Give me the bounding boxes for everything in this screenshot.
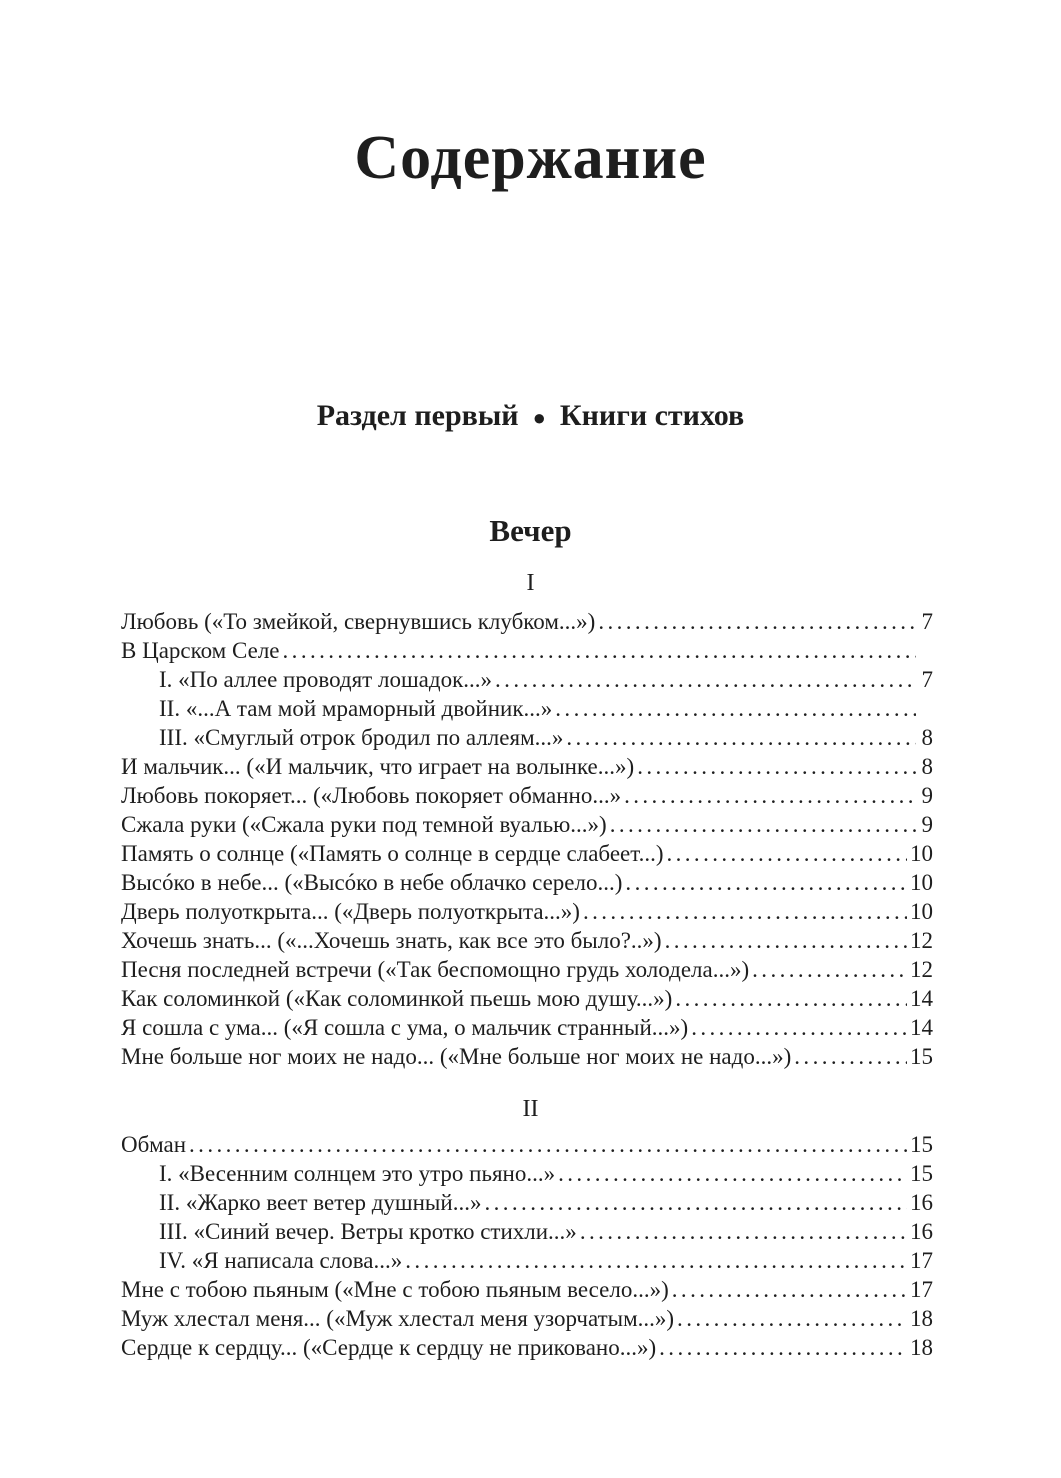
toc-entry-title: В Царском Селе: [121, 638, 280, 663]
toc-page-number: 15: [910, 1161, 933, 1186]
toc-subentry[interactable]: [121, 694, 933, 723]
dot-leader: [555, 694, 916, 723]
toc-page-number: 14: [910, 1015, 933, 1040]
toc-subentry[interactable]: [121, 1159, 933, 1188]
dot-leader: [558, 1159, 907, 1188]
toc-entry[interactable]: [121, 984, 933, 1013]
toc-page-number: 10: [910, 841, 933, 866]
toc-entry[interactable]: [121, 955, 933, 984]
toc-subentry[interactable]: [121, 723, 933, 752]
toc-entry-title: Хочешь знать... («...Хочешь знать, как все это было?..»): [121, 928, 662, 953]
toc-entry-title: III. «Смуглый отрок бродил по аллеям...»: [159, 725, 564, 750]
toc-subentry[interactable]: [121, 1246, 933, 1275]
toc-entry[interactable]: [121, 1333, 933, 1362]
toc-entry-title: Мне больше ног моих не надо... («Мне больше ног моих не надо...»): [121, 1044, 792, 1069]
toc-entry[interactable]: [121, 1130, 933, 1159]
dot-leader: [794, 1042, 907, 1071]
page-title: Содержание: [354, 124, 707, 192]
toc-entry[interactable]: [121, 752, 933, 781]
toc-page-number: 15: [910, 1132, 933, 1157]
toc-entry[interactable]: [121, 897, 933, 926]
dot-leader: [624, 781, 916, 810]
toc-page-number: 9: [921, 783, 933, 808]
toc-entry-title: II. «Жарко веет ветер душный...»: [159, 1190, 482, 1215]
dot-leader: [583, 897, 907, 926]
toc-page-number: 12: [910, 957, 933, 982]
dot-leader: [677, 1304, 907, 1333]
toc-subentry[interactable]: [121, 1188, 933, 1217]
toc-page-number: 18: [910, 1335, 933, 1360]
dot-leader: [283, 636, 916, 665]
dot-leader: [666, 839, 907, 868]
toc-page-number: 9: [921, 812, 933, 837]
toc-entry[interactable]: [121, 781, 933, 810]
toc-entry-title: Дверь полуоткрыта... («Дверь полуоткрыта...»): [121, 899, 580, 924]
toc-entry-title: Обман: [121, 1132, 187, 1157]
section-heading: [0, 396, 1061, 438]
toc-page-number: 12: [910, 928, 933, 953]
toc-entry[interactable]: [121, 810, 933, 839]
section-name: Раздел первый: [316, 399, 519, 432]
dot-leader: [672, 1275, 907, 1304]
toc-page-number: 10: [910, 870, 933, 895]
toc-page-number: 16: [910, 1190, 933, 1215]
toc-page-number: 14: [910, 986, 933, 1011]
toc-entry-title: II. «...А там мой мраморный двойник...»: [159, 696, 553, 721]
toc-entry-title: Сжала руки («Сжала руки под темной вуалью...»): [121, 812, 607, 837]
toc-page-number: 15: [910, 1044, 933, 1069]
toc-entry-title: Сердце к сердцу... («Сердце к сердцу не приковано...»): [121, 1335, 657, 1360]
toc-entry-title: И мальчик... («И мальчик, что играет на волынке...»): [121, 754, 635, 779]
dot-leader: [610, 810, 916, 839]
dot-leader: [580, 1217, 907, 1246]
toc-page-number: 16: [910, 1219, 933, 1244]
part-label-2: II: [522, 1096, 539, 1122]
toc-entry-title: Любовь покоряет... («Любовь покоряет обманно...»: [121, 783, 622, 808]
toc-entry[interactable]: [121, 636, 933, 665]
toc-page-number: 18: [910, 1306, 933, 1331]
toc-entry[interactable]: [121, 926, 933, 955]
toc-page-number: 17: [910, 1248, 933, 1273]
dot-leader: [675, 984, 907, 1013]
toc-entry[interactable]: [121, 607, 933, 636]
toc-list-part-2: [121, 1130, 933, 1362]
toc-entry[interactable]: [121, 1304, 933, 1333]
toc-entry-title: Высóко в небе... («Высóко в небе облачко серело...): [121, 870, 623, 895]
toc-subentry[interactable]: [121, 665, 933, 694]
toc-list-part-1: [121, 607, 933, 1071]
dot-leader: [495, 665, 916, 694]
toc-page-number: 10: [910, 899, 933, 924]
toc-entry-title: III. «Синий вечер. Ветры кротко стихли...»: [159, 1219, 577, 1244]
toc-entry[interactable]: [121, 1013, 933, 1042]
toc-entry-title: I. «По аллее проводят лошадок...»: [159, 667, 493, 692]
dot-leader: [637, 752, 916, 781]
dot-leader: [625, 868, 907, 897]
toc-entry[interactable]: [121, 1042, 933, 1071]
dot-leader: [566, 723, 916, 752]
dot-leader: [189, 1130, 907, 1159]
toc-entry[interactable]: [121, 1275, 933, 1304]
dot-leader: [598, 607, 916, 636]
dot-leader: [405, 1246, 907, 1275]
toc-entry-title: Как соломинкой («Как соломинкой пьешь мою душу...»): [121, 986, 673, 1011]
section-subtitle: Книги стихов: [559, 399, 745, 432]
part-label-1: I: [526, 570, 535, 596]
dot-leader: [691, 1013, 907, 1042]
bullet-separator: ●: [532, 405, 546, 431]
toc-entry-title: Память о солнце («Память о солнце в сердце слабеет...): [121, 841, 664, 866]
toc-entry-title: Муж хлестал меня... («Муж хлестал меня узорчатым...»): [121, 1306, 675, 1331]
toc-entry[interactable]: [121, 839, 933, 868]
toc-entry-title: Песня последней встречи («Так беспомощно грудь холодела...»): [121, 957, 750, 982]
toc-entry[interactable]: [121, 868, 933, 897]
toc-entry-title: Мне с тобою пьяным («Мне с тобою пьяным весело...»): [121, 1277, 669, 1302]
toc-page-number: 8: [921, 754, 933, 779]
toc-entry-title: I. «Весенним солнцем это утро пьяно...»: [159, 1161, 556, 1186]
toc-page-number: 7: [921, 609, 933, 634]
toc-page-number: 7: [921, 667, 933, 692]
toc-entry-title: Я сошла с ума... («Я сошла с ума, о мальчик странный...»): [121, 1015, 689, 1040]
dot-leader: [659, 1333, 907, 1362]
toc-page-number: 8: [921, 725, 933, 750]
dot-leader: [665, 926, 907, 955]
toc-subentry[interactable]: [121, 1217, 933, 1246]
toc-entry-title: Любовь («То змейкой, свернувшись клубком...»): [121, 609, 596, 634]
toc-entry-title: IV. «Я написала слова...»: [159, 1248, 403, 1273]
dot-leader: [484, 1188, 907, 1217]
toc-page-number: 17: [910, 1277, 933, 1302]
book-title: Вечер: [489, 513, 572, 548]
dot-leader: [752, 955, 907, 984]
